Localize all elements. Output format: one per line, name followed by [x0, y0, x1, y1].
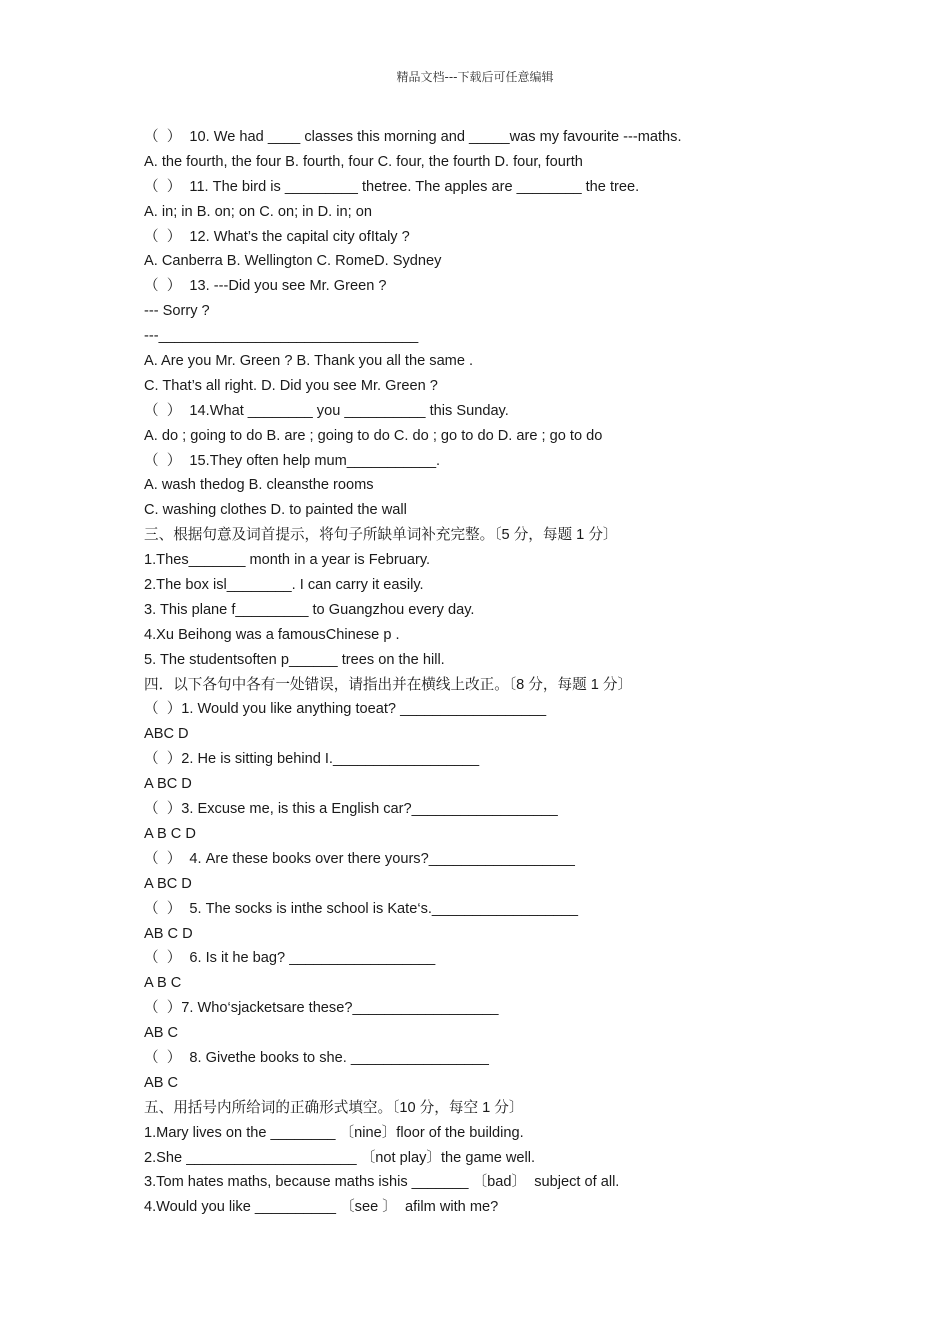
text-line: AB C — [144, 1074, 179, 1091]
text-line: 4.Xu Beihong was a famousChinese p . — [144, 626, 400, 643]
text-line: A B C D — [144, 825, 196, 842]
text-line: 2.She _____________________ 〔not play〕the game well. — [144, 1149, 536, 1166]
text-line: AB C D — [144, 925, 193, 942]
text-line: --- Sorry ? — [144, 303, 210, 320]
text-line: A. wash thedog B. cleansthe rooms — [144, 477, 374, 494]
text-line: 3.Tom hates maths, because maths ishis _______ 〔bad〕 subject of all. — [144, 1174, 620, 1191]
text-line: 4.Would you like __________ 〔see 〕 afilm with me? — [144, 1199, 499, 1216]
text-line: C. That’s all right. D. Did you see Mr. Green ? — [144, 377, 438, 394]
text-line: 3. This plane f_________ to Guangzhou every day. — [144, 601, 475, 618]
text-line: （ ） 8. Givethe books to she. _________________ — [144, 1049, 489, 1066]
text-line: （ ） 6. Is it he bag? __________________ — [144, 950, 436, 967]
page-header: 精品文档---下载后可任意编辑 — [396, 70, 554, 84]
text-line: （ ）2. He is sitting behind I.__________________ — [144, 751, 480, 768]
text-line: A. the fourth, the four B. fourth, four C. four, the fourth D. four, fourth — [144, 153, 583, 170]
text-line: A BC D — [144, 776, 192, 793]
text-line: 三、根据句意及词首提示，将句子所缺单词补充完整。〔5 分，每题 1 分〕 — [144, 527, 618, 544]
text-line: A. Canberra B. Wellington C. RomeD. Sydney — [144, 253, 442, 270]
text-line: A BC D — [144, 875, 192, 892]
text-line: （ ） 11. The bird is _________ thetree. The apples are ________ the tree. — [144, 178, 640, 195]
text-line: C. washing clothes D. to painted the wall — [144, 502, 407, 519]
text-line: （ ） 13. ---Did you see Mr. Green ? — [144, 278, 387, 295]
text-line: （ ）1. Would you like anything toeat? __________________ — [144, 701, 547, 718]
text-line: 1.Thes_______ month in a year is February. — [144, 552, 431, 569]
text-line: A. in; in B. on; on C. on; in D. in; on — [144, 203, 372, 220]
text-line: （ ）3. Excuse me, is this a English car?__________________ — [144, 801, 558, 818]
text-line: （ ） 15.They often help mum___________. — [144, 452, 441, 469]
text-line: （ ） 14.What ________ you __________ this Sunday. — [144, 402, 509, 419]
document-body — [144, 125, 864, 1220]
text-line: 2.The box isl________. I can carry it easily. — [144, 577, 424, 594]
text-line: （ ）7. Who‘sjacketsare these?__________________ — [144, 1000, 499, 1017]
text-line: 五、用括号内所给词的正确形式填空。〔10 分，每空 1 分〕 — [144, 1099, 524, 1116]
text-line: （ ） 4. Are these books over there yours?__________________ — [144, 850, 575, 867]
text-line: A. Are you Mr. Green ? B. Thank you all the same . — [144, 353, 474, 370]
text-line: 5. The studentsoften p______ trees on the hill. — [144, 651, 445, 668]
text-line: A B C — [144, 975, 182, 992]
text-line: （ ） 10. We had ____ classes this morning and _____was my favourite ---maths. — [144, 129, 682, 145]
text-line: （ ） 5. The socks is inthe school is Kate‘s.__________________ — [144, 900, 579, 917]
text-line: ABC D — [144, 726, 189, 743]
text-line: ---________________________________ — [144, 328, 419, 345]
text-line: 1.Mary lives on the ________ 〔nine〕floor of the building. — [144, 1124, 524, 1141]
text-line: A. do ; going to do B. are ; going to do C. do ; go to do D. are ; go to do — [144, 427, 603, 444]
text-line: 四．以下各句中各有一处错误，请指出并在横线上改正。〔8 分，每题 1 分〕 — [144, 676, 633, 693]
text-line: （ ） 12. What’s the capital city ofItaly ? — [144, 228, 410, 245]
text-line: AB C — [144, 1025, 179, 1042]
